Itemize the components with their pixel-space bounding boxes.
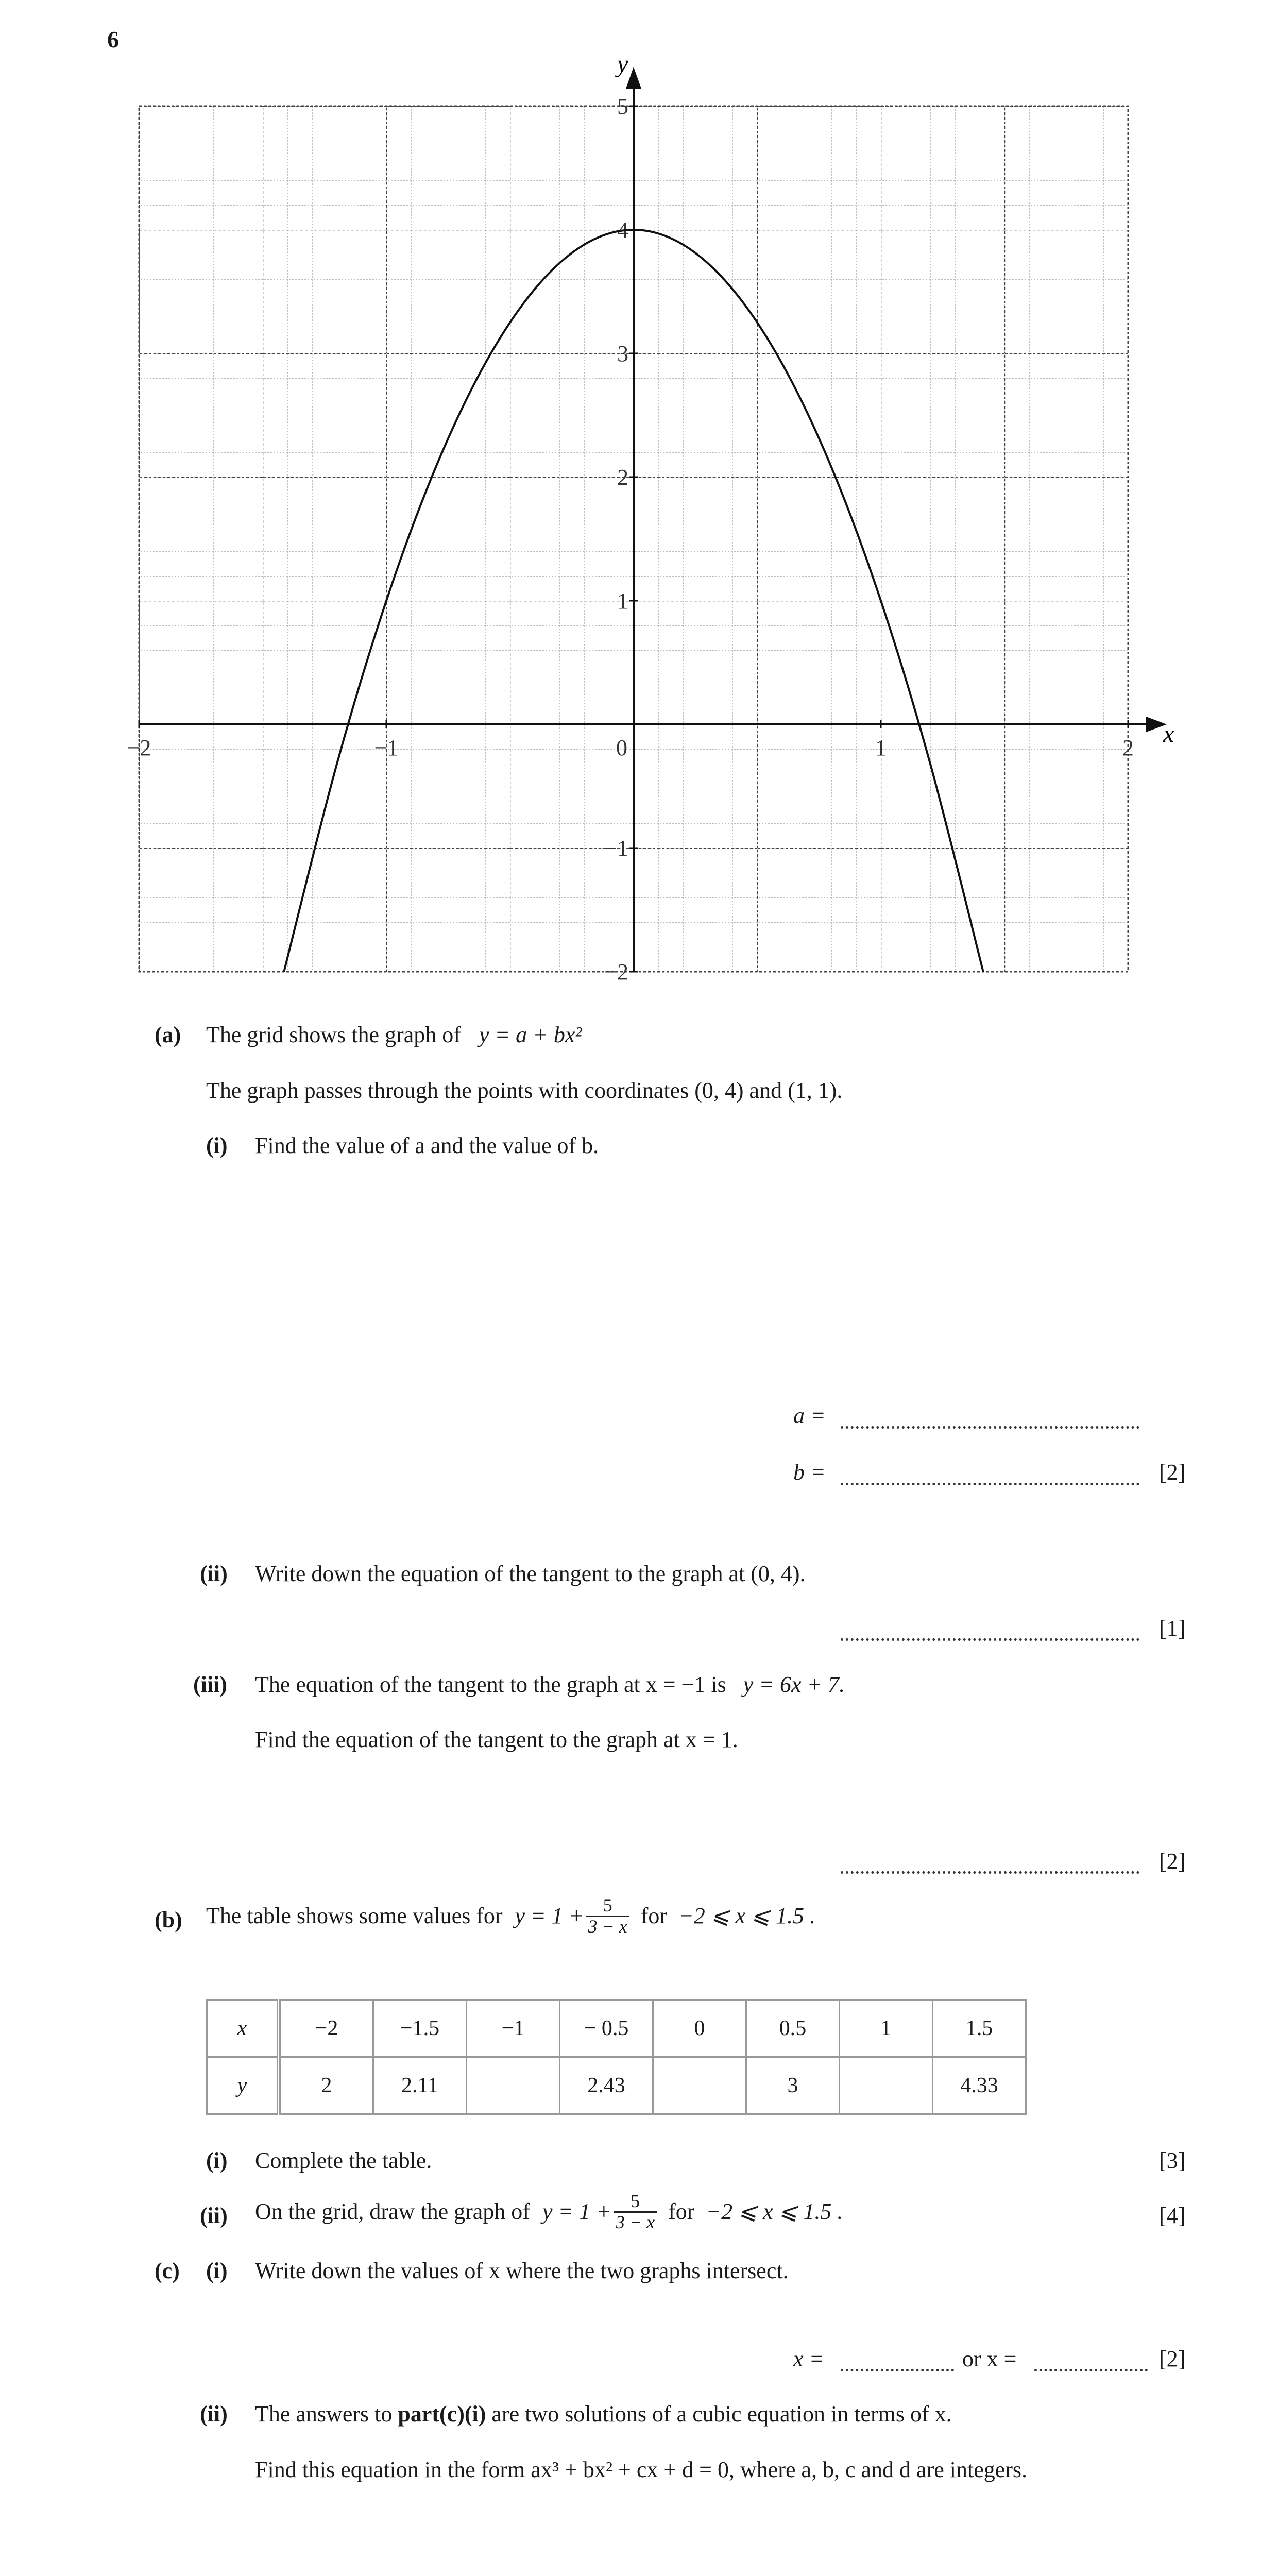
- table-cell: 2.43: [560, 2057, 653, 2114]
- y-tick-label: 5: [617, 94, 628, 119]
- x-axis-label: x: [1163, 720, 1174, 748]
- qa-b-label: b =: [793, 1460, 826, 1485]
- qb-label: (b): [155, 1907, 182, 1933]
- qc-ii-text-bold: part(c)(i): [398, 2401, 486, 2427]
- table-cell: 4.33: [933, 2057, 1026, 2114]
- qa-iii-marks: [2]: [1159, 1849, 1186, 1874]
- qa-ii-marks: [1]: [1159, 1616, 1186, 1641]
- table-cell: −2: [279, 2000, 373, 2057]
- qc-ii-text: [255, 2402, 952, 2427]
- qa-ii-answer-line[interactable]: [841, 1638, 1139, 1641]
- table-cell: 2.11: [373, 2057, 467, 2114]
- qa-equation: y = a + bx²: [479, 1022, 582, 1047]
- qb-ii-fraction: [614, 2192, 657, 2232]
- table-row-x: [207, 2000, 1026, 2057]
- qb-ii-marks: [4]: [1159, 2203, 1186, 2228]
- qc-ii-text2: Find this equation in the form ax³ + bx² + cx + d = 0, where a, b, c and d are integers.: [255, 2457, 1028, 2482]
- values-table: [206, 1999, 1027, 2115]
- table-cell: − 0.5: [560, 2000, 653, 2057]
- y-axis-label: y: [617, 50, 628, 78]
- y-tick-label: −1: [604, 836, 628, 861]
- graph: [0, 0, 1278, 1010]
- qa-i-marks: [2]: [1159, 1460, 1186, 1485]
- qa-intro-text: The grid shows the graph of: [206, 1022, 461, 1047]
- qa-iii-label: (iii): [193, 1672, 227, 1697]
- y-tick-label: 1: [617, 588, 628, 614]
- table-cell: 2: [279, 2057, 373, 2114]
- qc-i-label: (i): [206, 2258, 228, 2283]
- qb-intro-text: The table shows some values for: [206, 1903, 503, 1929]
- table-header-y: y: [207, 2057, 279, 2114]
- qb-range: −2 ⩽ x ⩽ 1.5 .: [678, 1903, 816, 1929]
- x-tick-label: 2: [1122, 735, 1134, 760]
- qa-ii-text: Write down the equation of the tangent to the graph at (0, 4).: [255, 1561, 806, 1586]
- table-cell: 1.5: [933, 2000, 1026, 2057]
- table-cell: 3: [746, 2057, 840, 2114]
- qb-frac-den: 3 − x: [586, 1916, 629, 1937]
- table-row-y: [207, 2057, 1026, 2114]
- y-tick-label: −2: [604, 959, 628, 985]
- qa-i-label: (i): [206, 1133, 228, 1158]
- qb-intro: [206, 1896, 815, 1937]
- qb-i-marks: [3]: [1159, 2148, 1186, 2173]
- qa-a-answer-line[interactable]: [841, 1426, 1139, 1429]
- qc-ii-text-pre: The answers to: [255, 2401, 393, 2427]
- qc-ii-text-post: are two solutions of a cubic equation in terms of x.: [491, 2401, 952, 2427]
- qc-x2-answer-line[interactable]: [1034, 2369, 1148, 2371]
- qb-ii-for-word: for: [668, 2199, 695, 2225]
- table-cell-input[interactable]: [653, 2057, 746, 2114]
- x-tick-label: −2: [127, 735, 151, 760]
- table-cell: −1.5: [373, 2000, 467, 2057]
- table-cell: 0.5: [746, 2000, 840, 2057]
- qb-ii-frac-den: 3 − x: [614, 2211, 657, 2232]
- qa-iii-text1-span: The equation of the tangent to the graph at x = −1 is: [255, 1672, 726, 1697]
- qb-ii-label: (ii): [200, 2203, 228, 2228]
- qa-iii-text2: Find the equation of the tangent to the graph at x = 1.: [255, 1727, 738, 1752]
- table-cell-input[interactable]: [840, 2057, 933, 2114]
- qa-iii-text1: [255, 1672, 845, 1697]
- qb-ii-text-span: On the grid, draw the graph of: [255, 2199, 530, 2225]
- qb-ii-range: −2 ⩽ x ⩽ 1.5 .: [706, 2199, 843, 2225]
- qb-frac-num: 5: [603, 1895, 612, 1916]
- x-tick-label: 0: [616, 735, 627, 760]
- y-tick-label: 3: [617, 341, 628, 366]
- qa-a-label: a =: [793, 1403, 826, 1428]
- x-tick-label: 1: [875, 735, 887, 760]
- qa-iii-eq: y = 6x + 7.: [743, 1672, 845, 1697]
- qb-i-label: (i): [206, 2148, 228, 2173]
- qc-x1-answer-line[interactable]: [841, 2369, 954, 2371]
- qb-ii-text: [255, 2192, 843, 2232]
- table-cell-input[interactable]: [467, 2057, 560, 2114]
- y-tick-label: 2: [617, 465, 628, 490]
- table-cell: 0: [653, 2000, 746, 2057]
- table-header-x: x: [207, 2000, 279, 2057]
- table-cell: 1: [840, 2000, 933, 2057]
- page-number: 6: [107, 26, 119, 53]
- qc-or-text: or x =: [962, 2346, 1017, 2371]
- y-axis-arrow: [626, 67, 641, 89]
- qc-ii-label: (ii): [200, 2401, 228, 2427]
- qa-iii-answer-line[interactable]: [841, 1871, 1139, 1874]
- qa-ii-label: (ii): [200, 1561, 228, 1586]
- table-cell: −1: [467, 2000, 560, 2057]
- qc-label: (c): [155, 2258, 180, 2283]
- y-tick-label: 4: [617, 217, 628, 243]
- qc-i-marks: [2]: [1159, 2346, 1186, 2371]
- qb-ii-frac-num: 5: [631, 2191, 640, 2211]
- qa-intro: [206, 1023, 582, 1047]
- x-tick-label: −1: [374, 735, 399, 760]
- qa-points-text: The graph passes through the points with coordinates (0, 4) and (1, 1).: [206, 1078, 843, 1103]
- qb-for-word: for: [640, 1903, 668, 1929]
- qb-i-text: Complete the table.: [255, 2148, 432, 2173]
- qb-ii-eq-lhs: y = 1 +: [542, 2199, 611, 2225]
- qa-label: (a): [155, 1022, 181, 1047]
- qa-i-text: Find the value of a and the value of b.: [255, 1133, 599, 1158]
- qb-eq-lhs: y = 1 +: [515, 1903, 584, 1929]
- qc-x-label: x =: [793, 2346, 825, 2371]
- qb-fraction: [586, 1896, 629, 1937]
- qc-i-text: Write down the values of x where the two graphs intersect.: [255, 2258, 789, 2283]
- qa-b-answer-line[interactable]: [841, 1483, 1139, 1485]
